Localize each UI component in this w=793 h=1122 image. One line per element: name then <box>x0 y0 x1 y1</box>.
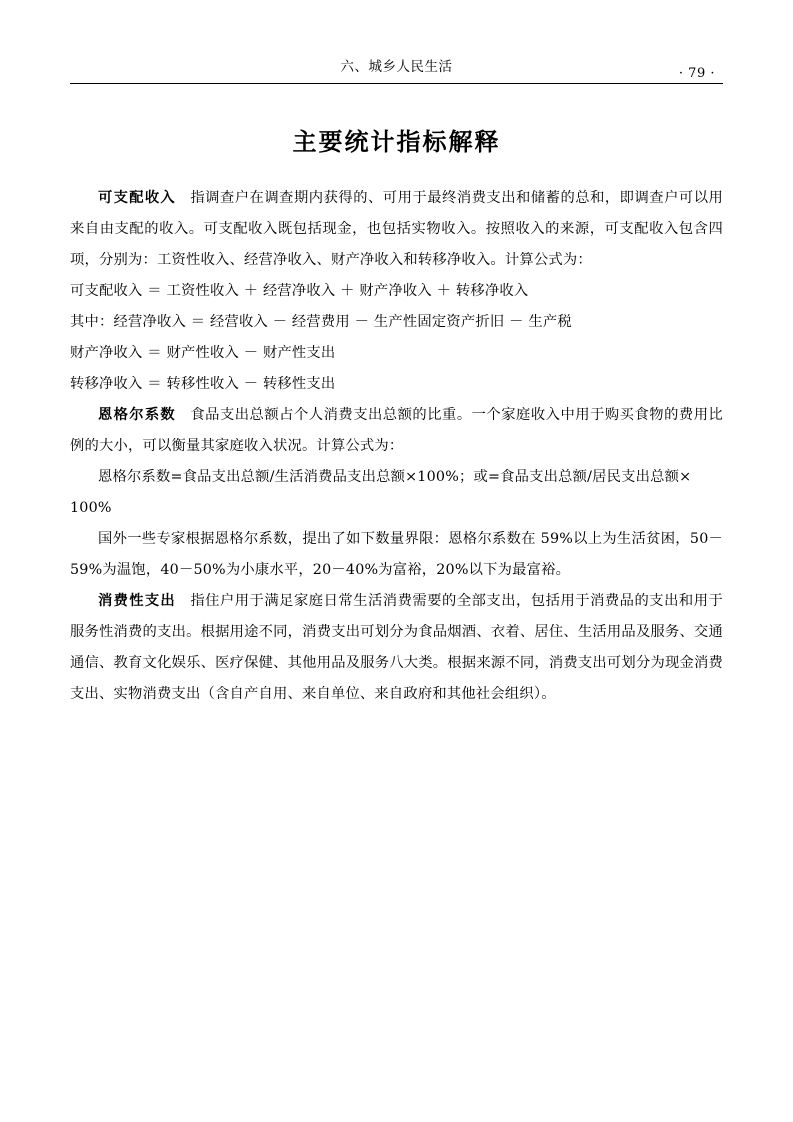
section-engel-coefficient <box>70 400 723 462</box>
formula-transfer-net: 转移净收入 ＝ 转移性收入 － 转移性支出 <box>70 376 336 392</box>
section-consumption-expenditure-text: 指住户用于满足家庭日常生活消费需要的全部支出，包括用于消费品的支出和用于服务性消费的支出。根据用途不同，消费支出可划分为食品烟酒、衣着、居住、生活用品及服务、交通通信、教育文化娱乐、医疗保健、其他用品及服务八大类。根据来源不同，消费支出可划分为现金消费支出、实物消费支出（含自产自用、来自单位、来自政府和其他社会组织）。 <box>70 593 724 702</box>
page-title: 主要统计指标解释 <box>292 128 501 156</box>
section-engel-coefficient-text: 食品支出总额占个人消费支出总额的比重。一个家庭收入中用于购买食物的费用比例的大小，可以衡量其家庭收入状况。计算公式为： <box>70 407 724 454</box>
note-engel-thresholds: 国外一些专家根据恩格尔系数，提出了如下数量界限：恩格尔系数在 59%以上为生活贫困，50－59%为温饱，40－50%为小康水平，20－40%为富裕，20%以下为最富裕。 <box>70 531 723 578</box>
header-divider <box>70 83 723 84</box>
page-number: · 79 · <box>678 66 715 81</box>
term-consumption-expenditure: 消费性支出 <box>98 593 177 609</box>
section-disposable-income-text: 指调查户在调查期内获得的、可用于最终消费支出和储蓄的总和，即调查户可以用来自由支配的收入。可支配收入既包括现金，也包括实物收入。按照收入的来源，可支配收入包含四项，分别为：工资性收入、经营净收入、财产净收入和转移净收入。计算公式为： <box>70 190 724 268</box>
page-header <box>70 55 723 81</box>
formula-property-net: 财产净收入 ＝ 财产性收入 － 财产性支出 <box>70 345 336 361</box>
formula-disposable-income: 可支配收入 ＝ 工资性收入 ＋ 经营净收入 ＋ 财产净收入 ＋ 转移净收入 <box>70 283 529 299</box>
section-disposable-income <box>70 183 723 276</box>
formula-engel-line2: 100% <box>70 500 112 516</box>
section-consumption-expenditure <box>70 586 723 710</box>
term-engel-coefficient: 恩格尔系数 <box>98 407 177 423</box>
page-content <box>70 55 723 710</box>
formula-business-net: 其中：经营净收入 ＝ 经营收入 － 经营费用 － 生产性固定资产折旧 － 生产税 <box>70 314 572 330</box>
chapter-title: 六、城乡人民生活 <box>340 59 453 75</box>
formula-engel-line1: 恩格尔系数=食品支出总额/生活消费品支出总额×100%；或=食品支出总额/居民支出总额× <box>98 469 692 485</box>
body-text <box>70 183 723 710</box>
term-disposable-income: 可支配收入 <box>98 190 177 206</box>
